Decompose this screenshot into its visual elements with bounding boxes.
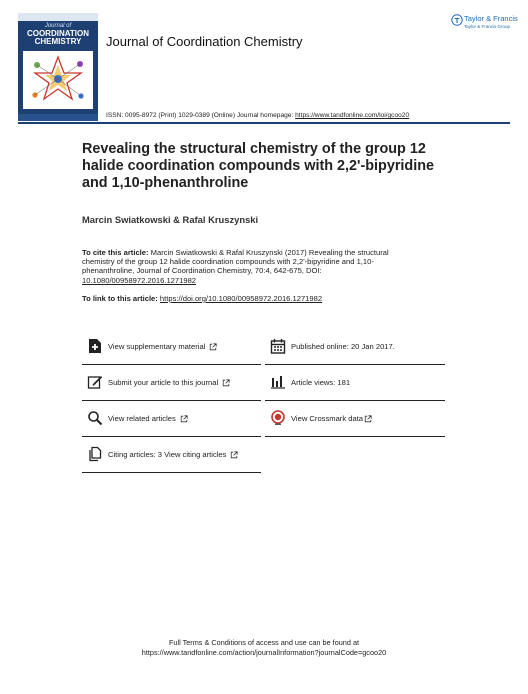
cite-text: Marcin Swiatkowski & Rafal Kruszynski (2017) Revealing the structural chemistry of the group 12 halide coordination compounds with 2,2'-bipyridine and 1,10-phenanthroline, Journal of Coordination Chemistry, 70:4, 642-675, DOI:	[82, 248, 389, 276]
cover-artwork	[23, 51, 93, 109]
cover-title: COORDINATION CHEMISTRY	[26, 29, 90, 46]
footer-terms	[0, 638, 528, 657]
crossmark-link[interactable]: View Crossmark data	[291, 414, 364, 423]
journal-title: Journal of Coordination Chemistry	[106, 34, 303, 49]
calendar-icon	[270, 338, 286, 354]
cover-top-band	[18, 13, 98, 21]
article-views-text: Article views: 181	[291, 378, 351, 387]
publisher-name: Taylor & Francis	[464, 14, 518, 23]
published-online-text: Published online: 20 Jan 2017.	[291, 342, 395, 351]
journal-cover-image	[18, 13, 98, 121]
header-divider	[18, 122, 510, 124]
related-articles-row[interactable]	[82, 402, 261, 437]
related-articles-link[interactable]: View related articles	[108, 414, 176, 423]
footer-terms-text: Full Terms & Conditions of access and use can be found at	[168, 638, 360, 647]
supplementary-material-link[interactable]: View supplementary material	[108, 342, 206, 351]
citing-articles-row[interactable]	[82, 438, 261, 473]
document-plus-icon	[87, 338, 103, 354]
bar-chart-icon	[270, 374, 286, 390]
issn-line	[106, 112, 409, 119]
submit-article-link[interactable]: Submit your article to this journal	[108, 378, 219, 387]
cite-doi-link[interactable]: 10.1080/00958972.2016.1271982	[82, 275, 197, 285]
journal-homepage-link[interactable]: https://www.tandfonline.com/loi/gcoo20	[295, 112, 410, 119]
footer-terms-link[interactable]: https://www.tandfonline.com/action/journalInformation?journalCode=gcoo20	[141, 647, 387, 657]
article-views-row	[265, 366, 445, 401]
article-title: Revealing the structural chemistry of the group 12 halide coordination compounds with 2,2'-bipyridine and 1,10-phenanthroline	[82, 141, 435, 191]
crossmark-row[interactable]	[265, 402, 445, 437]
article-doi-link[interactable]: https://doi.org/10.1080/00958972.2016.1271982	[159, 294, 323, 303]
external-link-icon	[209, 343, 217, 351]
search-icon	[87, 410, 103, 426]
link-label: To link to this article:	[82, 294, 160, 303]
publisher-logo-icon	[451, 14, 463, 26]
citing-articles-link[interactable]: Citing articles: 3 View citing articles	[108, 450, 227, 459]
edit-pencil-icon	[87, 374, 103, 390]
issn-text: ISSN: 0095-8972 (Print) 1029-0389 (Online) Journal homepage:	[106, 112, 296, 119]
publisher-tagline: Taylor & Francis Group	[464, 24, 511, 29]
article-authors: Marcin Swiatkowski & Rafal Kruszynski	[82, 214, 259, 225]
crossmark-icon	[270, 410, 286, 426]
cover-top-label: Journal of	[44, 23, 72, 29]
article-link-line	[82, 294, 322, 303]
external-link-icon	[180, 415, 188, 423]
citation-block	[82, 248, 412, 285]
cite-label: To cite this article:	[82, 248, 151, 257]
supplementary-material-row[interactable]	[82, 330, 261, 365]
copy-documents-icon	[87, 446, 103, 462]
cover-bottom-band	[18, 114, 98, 121]
external-link-icon	[230, 451, 238, 459]
external-link-icon	[222, 379, 230, 387]
external-link-icon	[364, 415, 372, 423]
submit-article-row[interactable]	[82, 366, 261, 401]
published-date-row	[265, 330, 445, 365]
